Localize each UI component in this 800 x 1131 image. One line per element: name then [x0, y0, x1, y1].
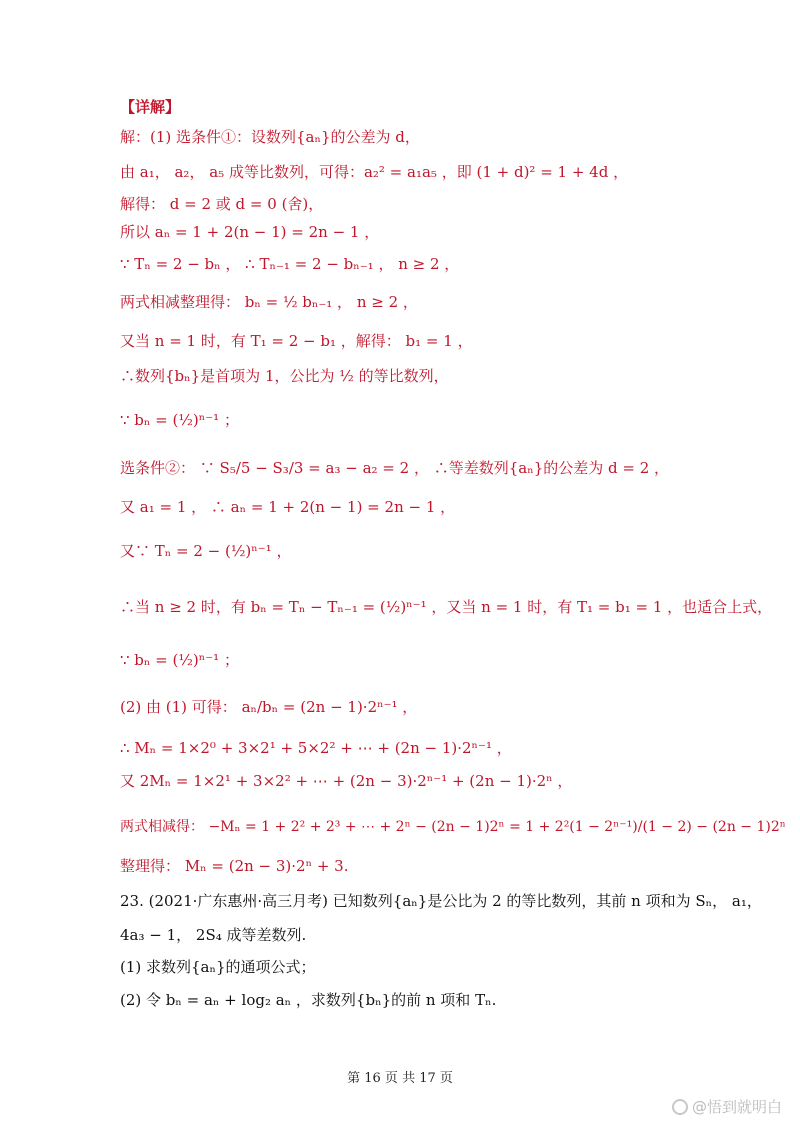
solution-line: 又∵ Tₙ = 2 − (½)ⁿ⁻¹ ，: [120, 542, 292, 560]
solution-line: 又 2Mₙ = 1×2¹ + 3×2² + ⋯ + (2n − 3)·2ⁿ⁻¹ + (2n − 1)·2ⁿ ，: [120, 772, 573, 790]
watermark-logo-icon: [672, 1099, 688, 1115]
solution-line: ∴当 n ≥ 2 时，有 bₙ = Tₙ − Tₙ₋₁ = (½)ⁿ⁻¹ ，又当 n = 1 时，有 T₁ = b₁ = 1 ，也适合上式，: [120, 598, 773, 616]
solution-line: 解得： d = 2 或 d = 0 (舍)，: [120, 195, 324, 213]
solution-line: 又 a₁ = 1 ， ∴ aₙ = 1 + 2(n − 1) = 2n − 1 ，: [120, 498, 456, 516]
watermark: [672, 1096, 782, 1117]
solution-line: ∵ bₙ = (½)ⁿ⁻¹ ；: [120, 651, 239, 669]
problem-line: 23. (2021·广东惠州·高三月考) 已知数列{aₙ}是公比为 2 的等比数列，其前 n 项和为 Sₙ， a₁，: [120, 892, 762, 910]
problem-line: 4a₃ − 1， 2S₄ 成等差数列.: [120, 926, 307, 944]
solution-line: 又当 n = 1 时，有 T₁ = 2 − b₁ ，解得： b₁ = 1 ，: [120, 332, 473, 350]
solution-heading: 【详解】: [120, 98, 181, 116]
solution-line: ∴ Mₙ = 1×2⁰ + 3×2¹ + 5×2² + ⋯ + (2n − 1)·2ⁿ⁻¹ ，: [120, 739, 512, 757]
solution-line: ∴数列{bₙ}是首项为 1，公比为 ½ 的等比数列，: [120, 367, 449, 385]
problem-line: (1) 求数列{aₙ}的通项公式；: [120, 958, 316, 976]
solution-line: 选条件②： ∵ S₅/5 − S₃/3 = a₃ − a₂ = 2 ， ∴等差数列{aₙ}的公差为 d = 2 ，: [120, 459, 670, 477]
solution-line: (2) 由 (1) 可得： aₙ/bₙ = (2n − 1)·2ⁿ⁻¹ ，: [120, 698, 418, 716]
solution-line: ∵ bₙ = (½)ⁿ⁻¹ ；: [120, 411, 239, 429]
solution-line: 所以 aₙ = 1 + 2(n − 1) = 2n − 1 ，: [120, 223, 380, 241]
problem-line: (2) 令 bₙ = aₙ + log₂ aₙ ，求数列{bₙ}的前 n 项和 Tₙ.: [120, 991, 497, 1009]
solution-line: 由 a₁， a₂， a₅ 成等比数列，可得：a₂² = a₁a₅ ，即 (1 + d)² = 1 + 4d ，: [120, 163, 629, 181]
solution-line: 整理得： Mₙ = (2n − 3)·2ⁿ + 3.: [120, 857, 349, 875]
page-footer: 第 16 页 共 17 页: [347, 1071, 453, 1086]
solution-line: ∵ Tₙ = 2 − bₙ ， ∴ Tₙ₋₁ = 2 − bₙ₋₁ ， n ≥ 2 ，: [120, 255, 460, 273]
solution-line: 两式相减整理得： bₙ = ½ bₙ₋₁ ， n ≥ 2 ，: [120, 293, 418, 311]
watermark-text: @悟到就明白: [691, 1098, 782, 1116]
solution-line: 解：(1) 选条件①：设数列{aₙ}的公差为 d，: [120, 128, 420, 146]
solution-line: 两式相减得： −Mₙ = 1 + 2² + 2³ + ⋯ + 2ⁿ − (2n − 1)2ⁿ = 1 + 2²(1 − 2ⁿ⁻¹)/(1 − 2) − (2n − 1)2ⁿ: [120, 819, 786, 835]
